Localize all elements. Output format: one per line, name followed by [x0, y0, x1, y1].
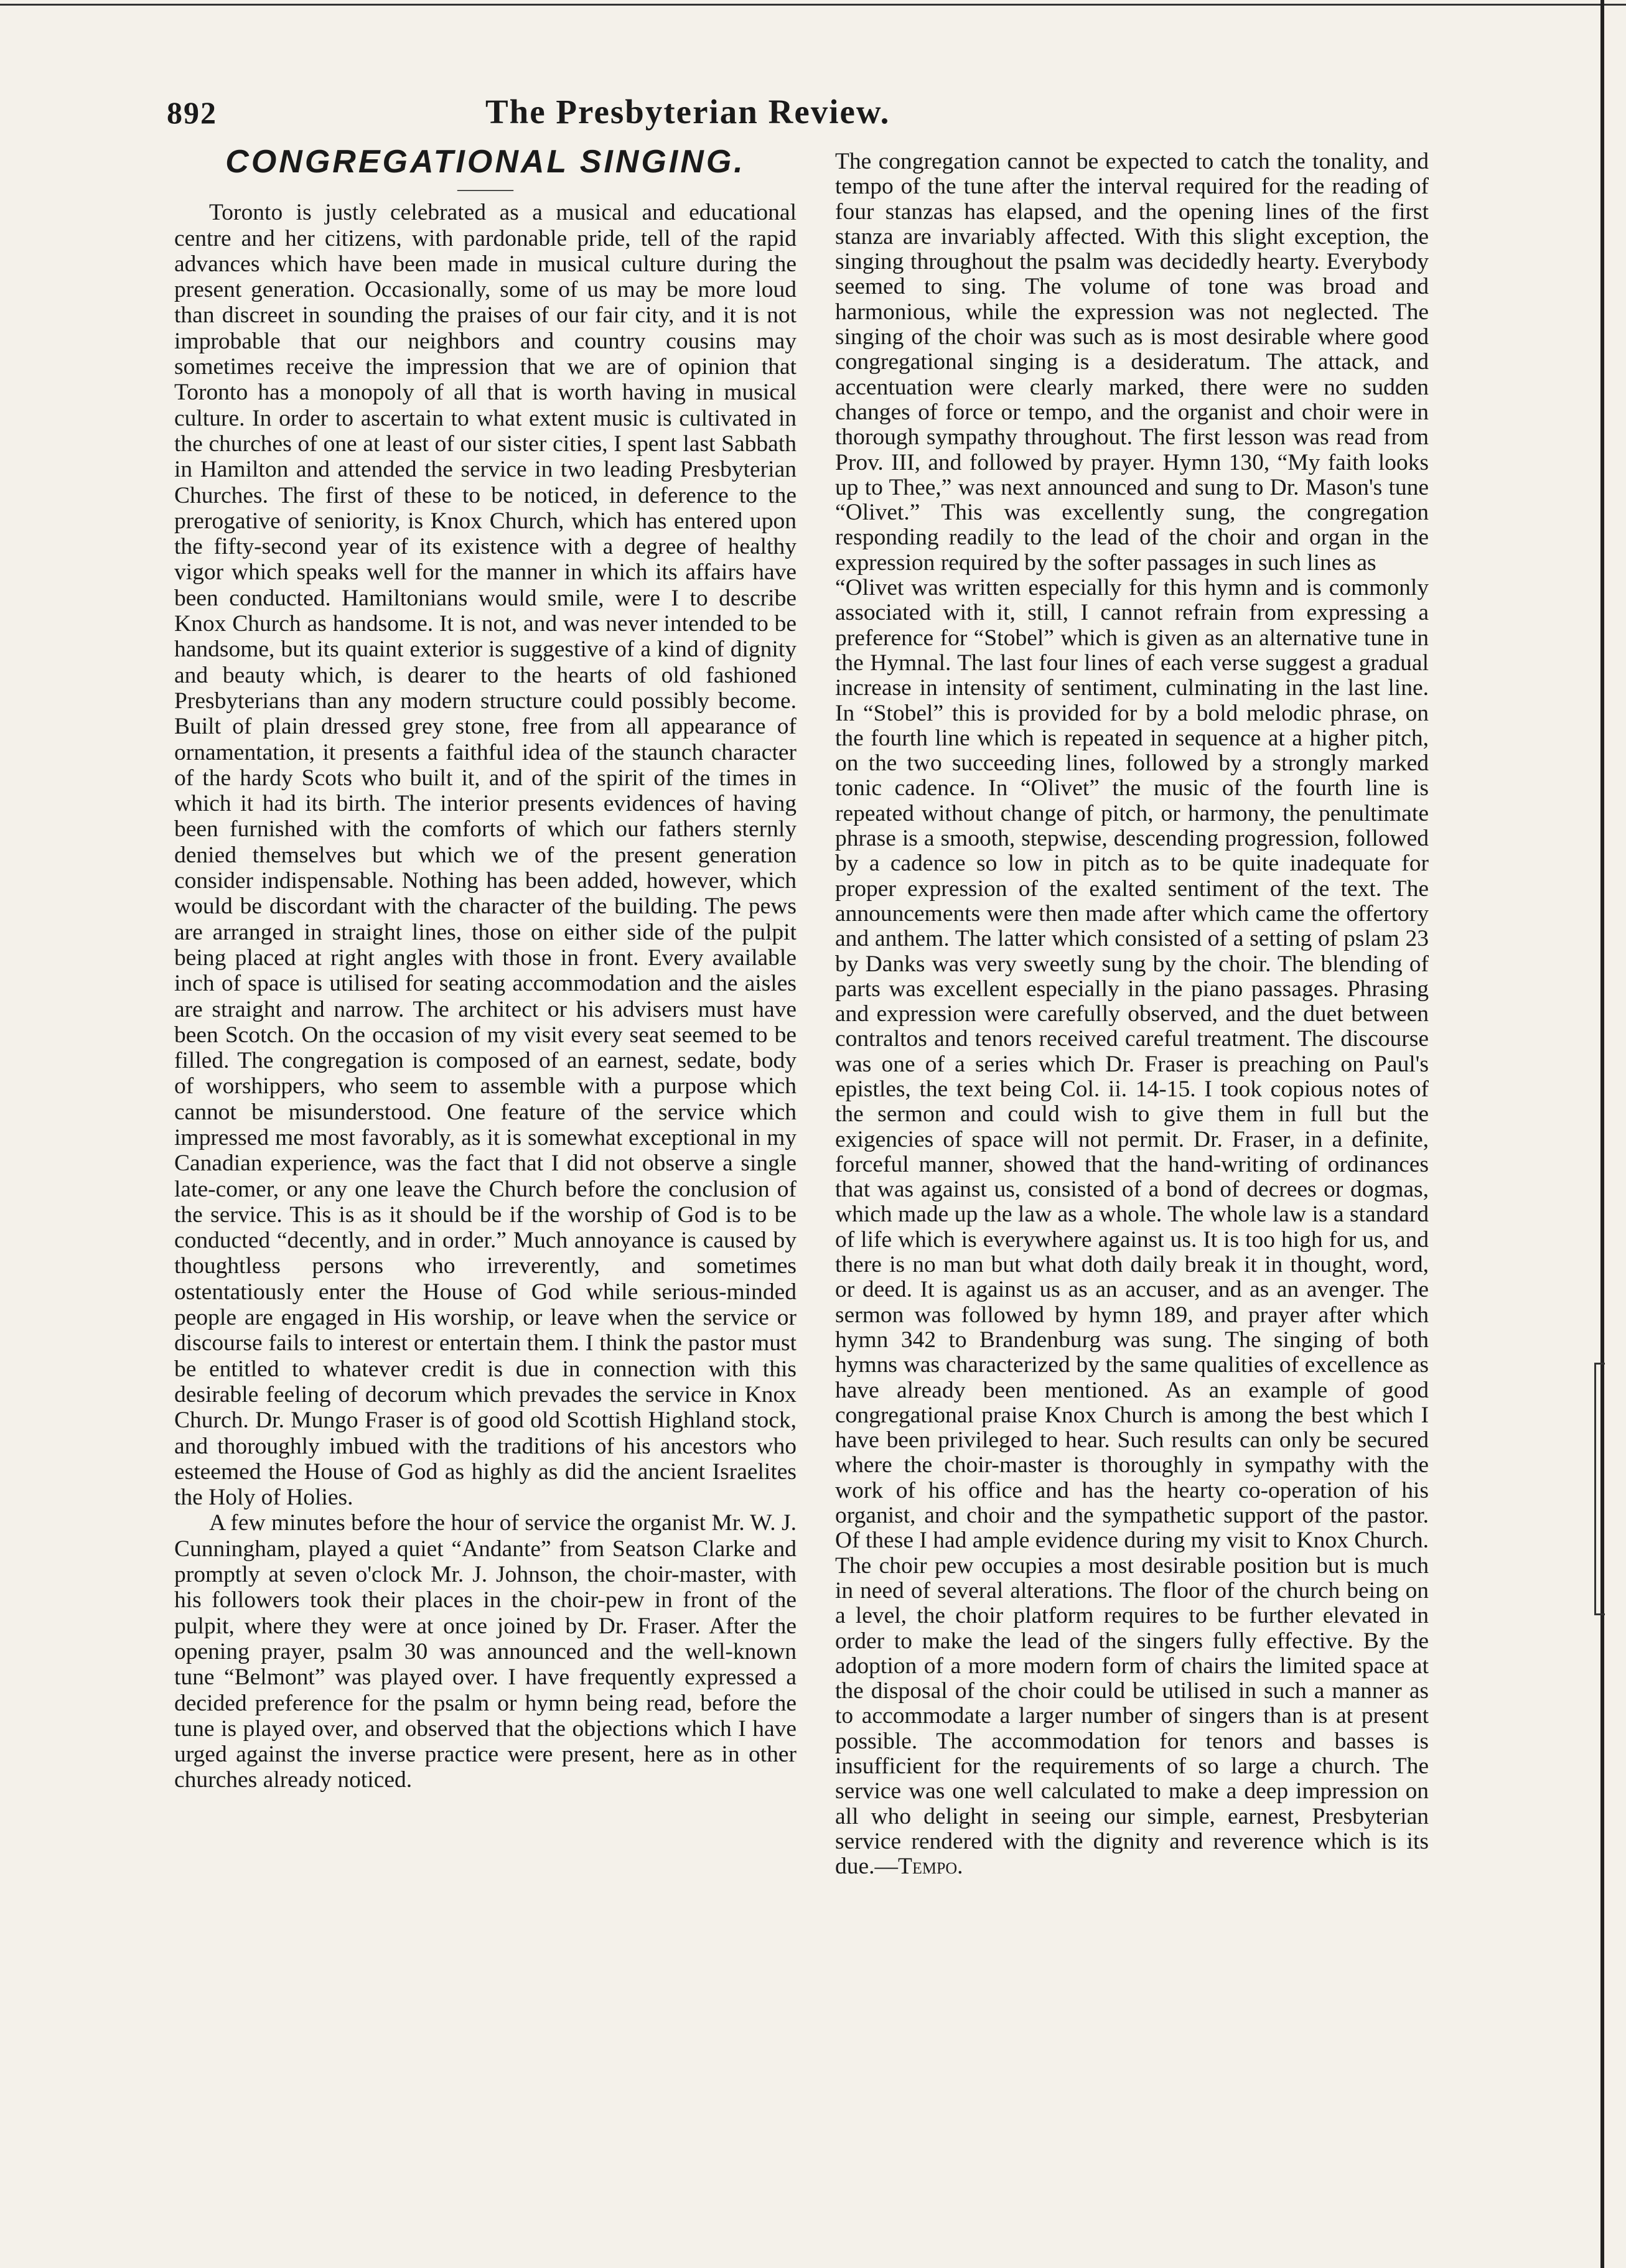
page-number: 892	[167, 95, 217, 130]
article-paragraph-1: Toronto is justly celebrated as a musical and educational centre and her citizens, with pardonable pride, tell of the rapid advances which have been made in musical culture during the present generation. Occasionally, some of us may be more loud than discreet in sounding the praises of our fair city, and it is not improbable that our neighbors and country cousins may sometimes receive the impression that we are of opinion that Toronto has a monopoly of all that is worth having in musical culture. In order to ascertain to what extent music is cultivated in the churches of one at least of our sister cities, I spent last Sabbath in Hamilton and attended the service in two leading Presbyterian Churches. The first of these to be noticed, in deference to the prerogative of seniority, is Knox Church, which has entered upon the fifty-second year of its existence with a degree of healthy vigor which speaks well for the manner in which its affairs have been conducted. Hamiltonians would smile, were I to describe Knox Church as handsome. It is not, and was never intended to be handsome, but its quaint exterior is suggestive of a kind of dignity and beauty which, is dearer to the hearts of old fashioned Presbyterians than any modern structure could possibly become. Built of plain dressed grey stone, free from all appearance of ornamentation, it presents a faithful idea of the staunch character of the hardy Scots who built it, and of the spirit of the times in which it had its birth. The interior presents evidences of having been furnished with the comforts of which our fathers sternly denied themselves but which we of the present generation consider indispensable. Nothing has been added, however, which would be discordant with the character of the building. The pews are arranged in straight lines, those on either side of the pulpit being placed at right angles with those in front. Every available inch of space is utilised for seating accommodation and the aisles are straight and narrow. The architect or his advisers must have been Scotch. On the occasion of my visit every seat seemed to be filled. The congregation is composed of an earnest, sedate, body of worshippers, who seem to assemble with a purpose which cannot be misunderstood. One feature of the service which impressed me most favorably, as it is somewhat exceptional in my Canadian experience, was the fact that I did not observe a single late-comer, or any one leave the Church before the conclusion of the service. This is as it should be if the worship of God is to be conducted “decently, and in order.” Much annoyance is caused by thoughtless persons who irreverently, and sometimes ostentatiously enter the House of God while serious-minded people are engaged in His worship, or leave when the service or discourse fails to interest or entertain them. I think the pastor must be entitled to whatever credit is due in connection with this desirable feeling of decorum which prevades the service in Knox Church. Dr. Mungo Fraser is of good old Scottish Highland stock, and thoroughly imbued with the traditions of his ancestors who esteemed the House of God as highly as did the ancient Israelites the Holy of Holies.	[174, 200, 797, 1511]
title-ornament: ———	[457, 179, 513, 200]
article-title: CONGREGATIONAL SINGING.	[225, 144, 745, 180]
article-paragraph-3: The congregation cannot be expected to catch the tonality, and tempo of the tune after the interval required for the reading of four stanzas has elapsed, and the opening lines of the first stanza are invariably affected. With this slight exception, the singing throughout the psalm was decidedly hearty. Everybody seemed to sing. The volume of tone was broad and harmonious, while the expression was not neglected. The singing of the choir was such as is most desirable where good congregational singing is a desideratum. The attack, and accentuation were clearly marked, there were no sudden changes of force or tempo, and the organist and choir were in thorough sympathy throughout. The first lesson was read from Prov. III, and followed by prayer. Hymn 130, “My faith looks up to Thee,” was next announced and sung to Dr. Mason's tune “Olivet.” This was excellently sung, the congregation responding readily to the lead of the choir and organ in the expression required by the softer passages in such lines as	[835, 149, 1429, 576]
article-signature: Tempo.	[898, 1854, 963, 1880]
article-paragraph-2: A few minutes before the hour of service the organist Mr. W. J. Cunningham, played a quiet “Andante” from Seatson Clarke and promptly at seven o'clock Mr. J. Johnson, the choir-master, with his followers took their places in the choir-pew in front of the pulpit, where they were at once joined by Dr. Fraser. After the opening prayer, psalm 30 was announced and the well-known tune “Belmont” was played over. I have frequently expressed a decided preference for the psalm or hymn being read, before the tune is played over, and observed that the objections which I have urged against the inverse practice were present, here as in other churches already noticed.	[174, 1510, 797, 1793]
margin-bracket-mark	[1594, 1363, 1605, 1615]
article-paragraph-4-text: “Olivet was written especially for this hymn and is commonly associated with it, still, I cannot refrain from expressing a preference for “Stobel” which is given as an alternative tune in the Hymnal. The last four lines of each verse suggest a gradual increase in intensity of sentiment, culminating in the last line. In “Stobel” this is provided for by a bold melodic phrase, on the fourth line which is repeated in sequence at a higher pitch, on the two succeeding lines, followed by a strongly marked tonic cadence. In “Olivet” the music of the fourth line is repeated without change of pitch, or harmony, the penultimate phrase is a smooth, stepwise, descending progression, followed by a cadence so low in pitch as to be quite inadequate for proper expression of the exalted sentiment of the text. The announcements were then made after which came the offertory and anthem. The latter which consisted of a setting of pslam 23 by Danks was very sweetly sung by the choir. The blending of parts was excellent especially in the piano passages. Phrasing and expression were carefully observed, and the duet between contraltos and tenors received careful treatment. The discourse was one of a series which Dr. Fraser is preaching on Paul's epistles, the text being Col. ii. 14-15. I took copious notes of the sermon and could wish to give them in full but the exigencies of space will not permit. Dr. Fraser, in a definite, forceful manner, showed that the hand-writing of ordinances that was against us, consisted of a bond of decrees or dogmas, which made up the law as a whole. The whole law is a standard of life which is everywhere against us. It is too high for us, and there is no man but what doth daily break it in thought, word, or deed. It is against us as an accuser, and as an avenger. The sermon was followed by hymn 189, and prayer after which hymn 342 to Brandenburg was sung. The singing of both hymns was characterized by the same qualities of excellence as have already been mentioned. As an example of good congregational praise Knox Church is among the best which I have been privileged to hear. Such results can only be secured where the choir-master is thoroughly in sympathy with the work of his office and has the hearty co-operation of his organist, and choir and the sympathetic support of the pastor. Of these I had ample evidence during my visit to Knox Church. The choir pew occupies a most desirable position but is much in need of several alterations. The floor of the church being on a level, the choir platform requires to be further elevated in order to make the lead of the singers fully effective. By the adoption of a more modern form of chairs the limited space at the disposal of the choir could be utilised in such a manner as to accommodate a larger number of singers than is at present possible. The accommodation for tenors and basses is insufficient for the requirements of so large a church. The service was one well calculated to make a deep impression on all who delight in seeing our simple, earnest, Presbyterian service rendered with the dignity and reverence which is its due.—	[835, 575, 1429, 1880]
article-column-left	[174, 144, 797, 1793]
article-paragraph-4	[835, 576, 1429, 1879]
article-column-right	[835, 149, 1429, 1879]
page-edge-rule	[1600, 0, 1604, 2268]
journal-title: The Presbyterian Review.	[485, 93, 890, 131]
top-border-rule	[0, 4, 1626, 6]
